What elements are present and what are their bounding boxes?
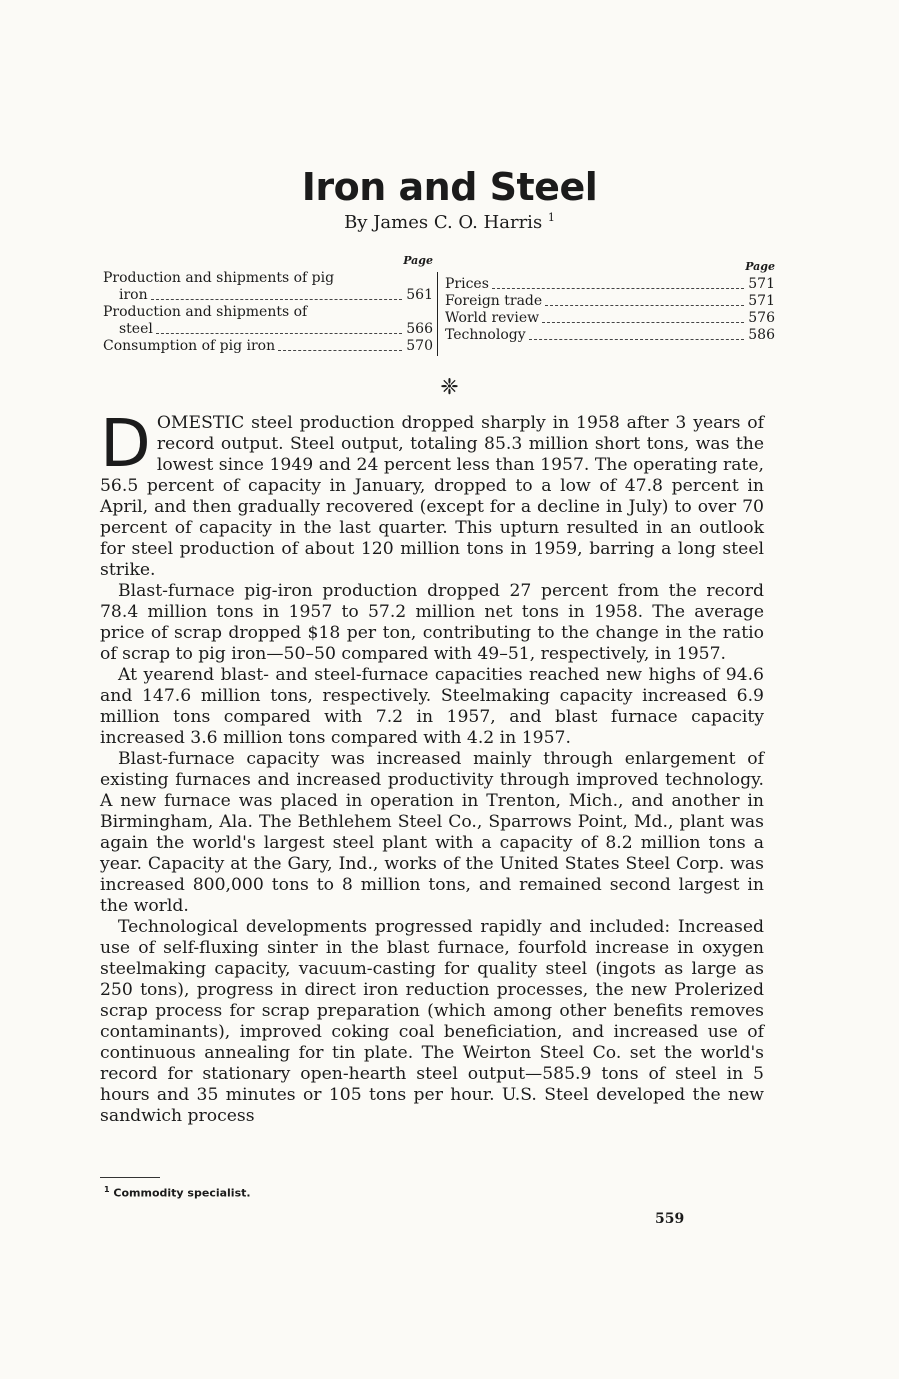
toc-entry-page: 571 (748, 293, 775, 309)
toc-entry-page: 586 (748, 327, 775, 343)
author-name: By James C. O. Harris (344, 212, 543, 233)
leader-dots (542, 321, 744, 323)
footnote (104, 1185, 251, 1200)
toc-entry-continuation: iron (119, 287, 148, 303)
toc-entry-page: 571 (748, 276, 775, 292)
toc-entry (103, 270, 433, 304)
footnote-mark: 1 (547, 211, 555, 224)
toc-divider (437, 272, 438, 356)
leader-dots (492, 287, 744, 289)
leader-dots (151, 298, 402, 300)
toc-entry (103, 338, 433, 355)
footnote-text: Commodity specialist. (113, 1186, 251, 1200)
paragraph: Technological developments progressed rapidly and included: Increased use of self-fluxing sinter in the blast furnace, fourfold increase in oxygen steelmaking capacity, vacuum-casting for quality steel (ingots as large as 250 tons), progress in direct iron reduction processes, the new Prolerized scrap process for scrap preparation (which among other benefits removes contaminants), improved coking coal beneficiation, and increased use of continuous annealing for tin plate. The Weirton Steel Co. set the world's record for stationary open-hearth steel output—585.9 tons of steel in 5 hours and 35 minutes or 105 tons per hour. U.S. Steel developed the new sandwich process (100, 917, 764, 1126)
toc-entry-label: Production and shipments of (103, 304, 308, 320)
paragraph: At yearend blast- and steel-furnace capacities reached new highs of 94.6 and 147.6 million tons, respectively. Steelmaking capacity increased 6.9 million tons compared with 7.2 in 1957, and blast furnace capacity increased 3.6 million tons compared with 4.2 in 1957. (100, 665, 764, 748)
article-body (100, 405, 764, 1127)
toc-entry-page: 570 (406, 338, 433, 354)
footnote-rule (100, 1177, 160, 1178)
toc-entry (445, 293, 775, 310)
toc-entry (445, 276, 775, 293)
toc-entry-continuation: steel (119, 321, 153, 337)
leader-dots (278, 349, 402, 351)
toc-entry-label: Consumption of pig iron (103, 338, 276, 354)
toc-entry-page: 561 (406, 287, 433, 303)
toc-page-header: Page (403, 254, 433, 267)
paragraph: Blast-furnace capacity was increased mainly through enlargement of existing furnaces and increased productivity through improved technology. A new furnace was placed in operation in Trenton, Mich., and another in Birmingham, Ala. The Bethlehem Steel Co., Sparrows Point, Md., plant was again the world's largest steel plant with a capacity of 8.2 million tons a year. Capacity at the Gary, Ind., works of the United States Steel Corp. was increased 800,000 tons to 8 million tons, and remained second largest in the world. (100, 749, 764, 916)
table-of-contents-left (103, 252, 433, 355)
toc-entry (445, 327, 775, 344)
leader-dots (529, 338, 744, 340)
leader-dots (156, 332, 402, 334)
toc-entry-page: 576 (748, 310, 775, 326)
byline (0, 211, 899, 233)
ornament-icon: ❈ (440, 375, 459, 400)
paragraph (100, 405, 764, 581)
toc-entry-label: World review (445, 310, 540, 326)
toc-entry-label: Prices (445, 276, 489, 292)
paragraph-text: OMESTIC steel production dropped sharply in 1958 after 3 years of record output. Steel output, totaling 85.3 million short tons, was the lowest since 1949 and 24 percent less than 1957. The operating rate, 56.5 percent of capacity in January, dropped to a low of 47.8 percent in April, and then gradually recovered (except for a decline in July) to over 70 percent of capacity in the last quarter. This upturn resulted in an outlook for steel production of about 120 million tons in 1959, barring a long steel strike. (100, 413, 764, 580)
toc-entry-label: Foreign trade (445, 293, 543, 309)
table-of-contents-right (445, 252, 775, 344)
drop-cap: D (100, 405, 151, 482)
page-number: 559 (655, 1211, 685, 1227)
toc-entry-label: Production and shipments of pig (103, 270, 335, 286)
toc-entry (445, 310, 775, 327)
page-title: Iron and Steel (301, 165, 598, 210)
toc-entry (103, 304, 433, 338)
leader-dots (545, 304, 744, 306)
paragraph: Blast-furnace pig-iron production dropped 27 percent from the record 78.4 million tons in 1957 to 57.2 million net tons in 1958. The average price of scrap dropped $18 per ton, contributing to the change in the ratio of scrap to pig iron—50–50 compared with 49–51, respectively, in 1957. (100, 581, 764, 664)
toc-entry-page: 566 (406, 321, 433, 337)
toc-entry-label: Technology (445, 327, 526, 343)
footnote-mark: 1 (104, 1185, 110, 1194)
toc-page-header: Page (745, 260, 775, 273)
